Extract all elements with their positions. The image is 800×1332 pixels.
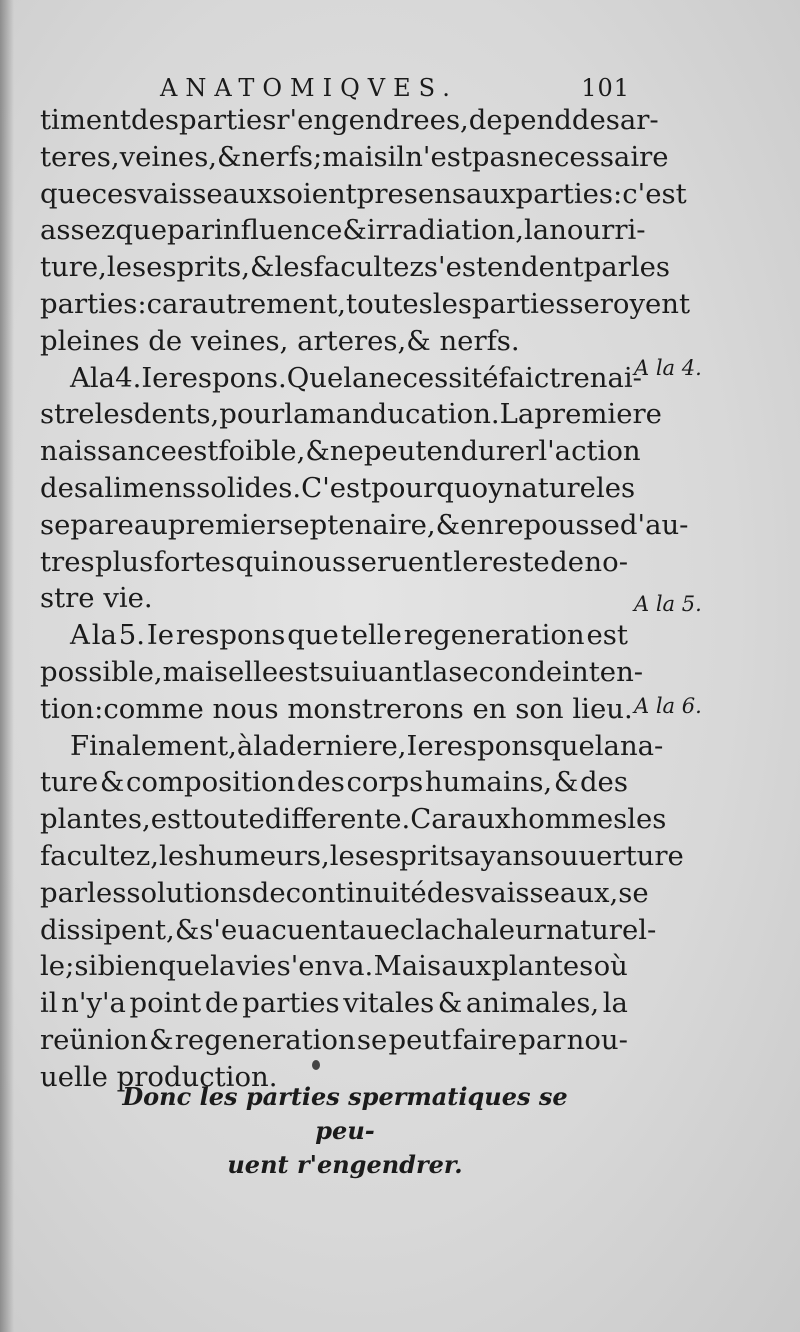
text-line: il n'y'a point de parties vitales & animales, la	[40, 987, 628, 1020]
text-line: naissance est foible, & ne peut endurer l'action	[40, 435, 641, 468]
text-line: uelle production.	[40, 1060, 278, 1093]
text-line: A la 4.Ie respons. Que la necessité faict renai-	[70, 361, 642, 394]
text-line: que ces vaisseaux soient presens aux parties: c'est	[40, 177, 687, 210]
text-line: plantes, est toute differente.Car aux hommes les	[40, 803, 667, 836]
page-gutter-shadow	[0, 0, 14, 1332]
text-line: dissipent, & s'euacuent auec la chaleur naturel-	[40, 913, 657, 946]
conclusion-line: Donc les parties spermatiques se peu-	[122, 1082, 568, 1145]
margin-note: A la 6.	[634, 694, 702, 718]
running-title: ANATOMIQVES.	[160, 74, 458, 102]
text-line: assez que par influence & irradiation, la nourri-	[40, 214, 646, 247]
text-line: ture & composition des corps humains, & des	[40, 766, 628, 799]
text-line: timent des parties r'engendrees, depend des ar-	[40, 104, 659, 136]
conclusion-line: uent r'engendrer.	[227, 1150, 463, 1179]
text-line: ture,les esprits, & les facultez s'estendent par les	[40, 251, 671, 284]
text-line: par les solutions de continuité des vaisseaux, se	[40, 876, 649, 909]
margin-note: A la 5.	[634, 592, 702, 616]
margin-note: A la 4.	[634, 356, 702, 380]
text-line: pleines de veines, arteres,& nerfs.	[40, 324, 520, 357]
text-line: possible, mais elle est suiuant la seconde inten-	[40, 655, 644, 688]
text-line: tion:comme nous monstrerons en son lieu.	[40, 692, 633, 725]
conclusion-heading	[90, 1080, 600, 1182]
text-line: le;si bien que la vie s'en va. Mais aux plantes où	[40, 950, 628, 983]
ink-spot	[312, 1060, 320, 1070]
text-line: teres,veines, & nerfs; mais il n'est pas necessaire	[40, 140, 669, 173]
text-line: separe au premier septenaire,& en repousse d'au-	[40, 508, 689, 541]
page-number: 101	[581, 74, 630, 102]
text-line: stre vie.	[40, 582, 153, 615]
text-line: parties:car autrement, toutes les parties seroyent	[40, 287, 691, 320]
text-line: stre les dents,pour la manducation. La premiere	[40, 398, 662, 431]
text-line: facultez,les humeurs, les esprits ayans ouuerture	[40, 839, 684, 872]
text-line: Finalement,à la derniere,Ie respons que la na-	[70, 729, 664, 762]
text-line: tres plus fortes qui nous seruent le reste de no-	[40, 545, 628, 578]
text-line: des alimens solides. C'est pourquoy nature les	[40, 471, 636, 504]
text-line: A la 5. Ie respons que telle regeneration est	[70, 619, 628, 652]
text-line: reünion & regeneration se peut faire par nou-	[40, 1023, 628, 1056]
